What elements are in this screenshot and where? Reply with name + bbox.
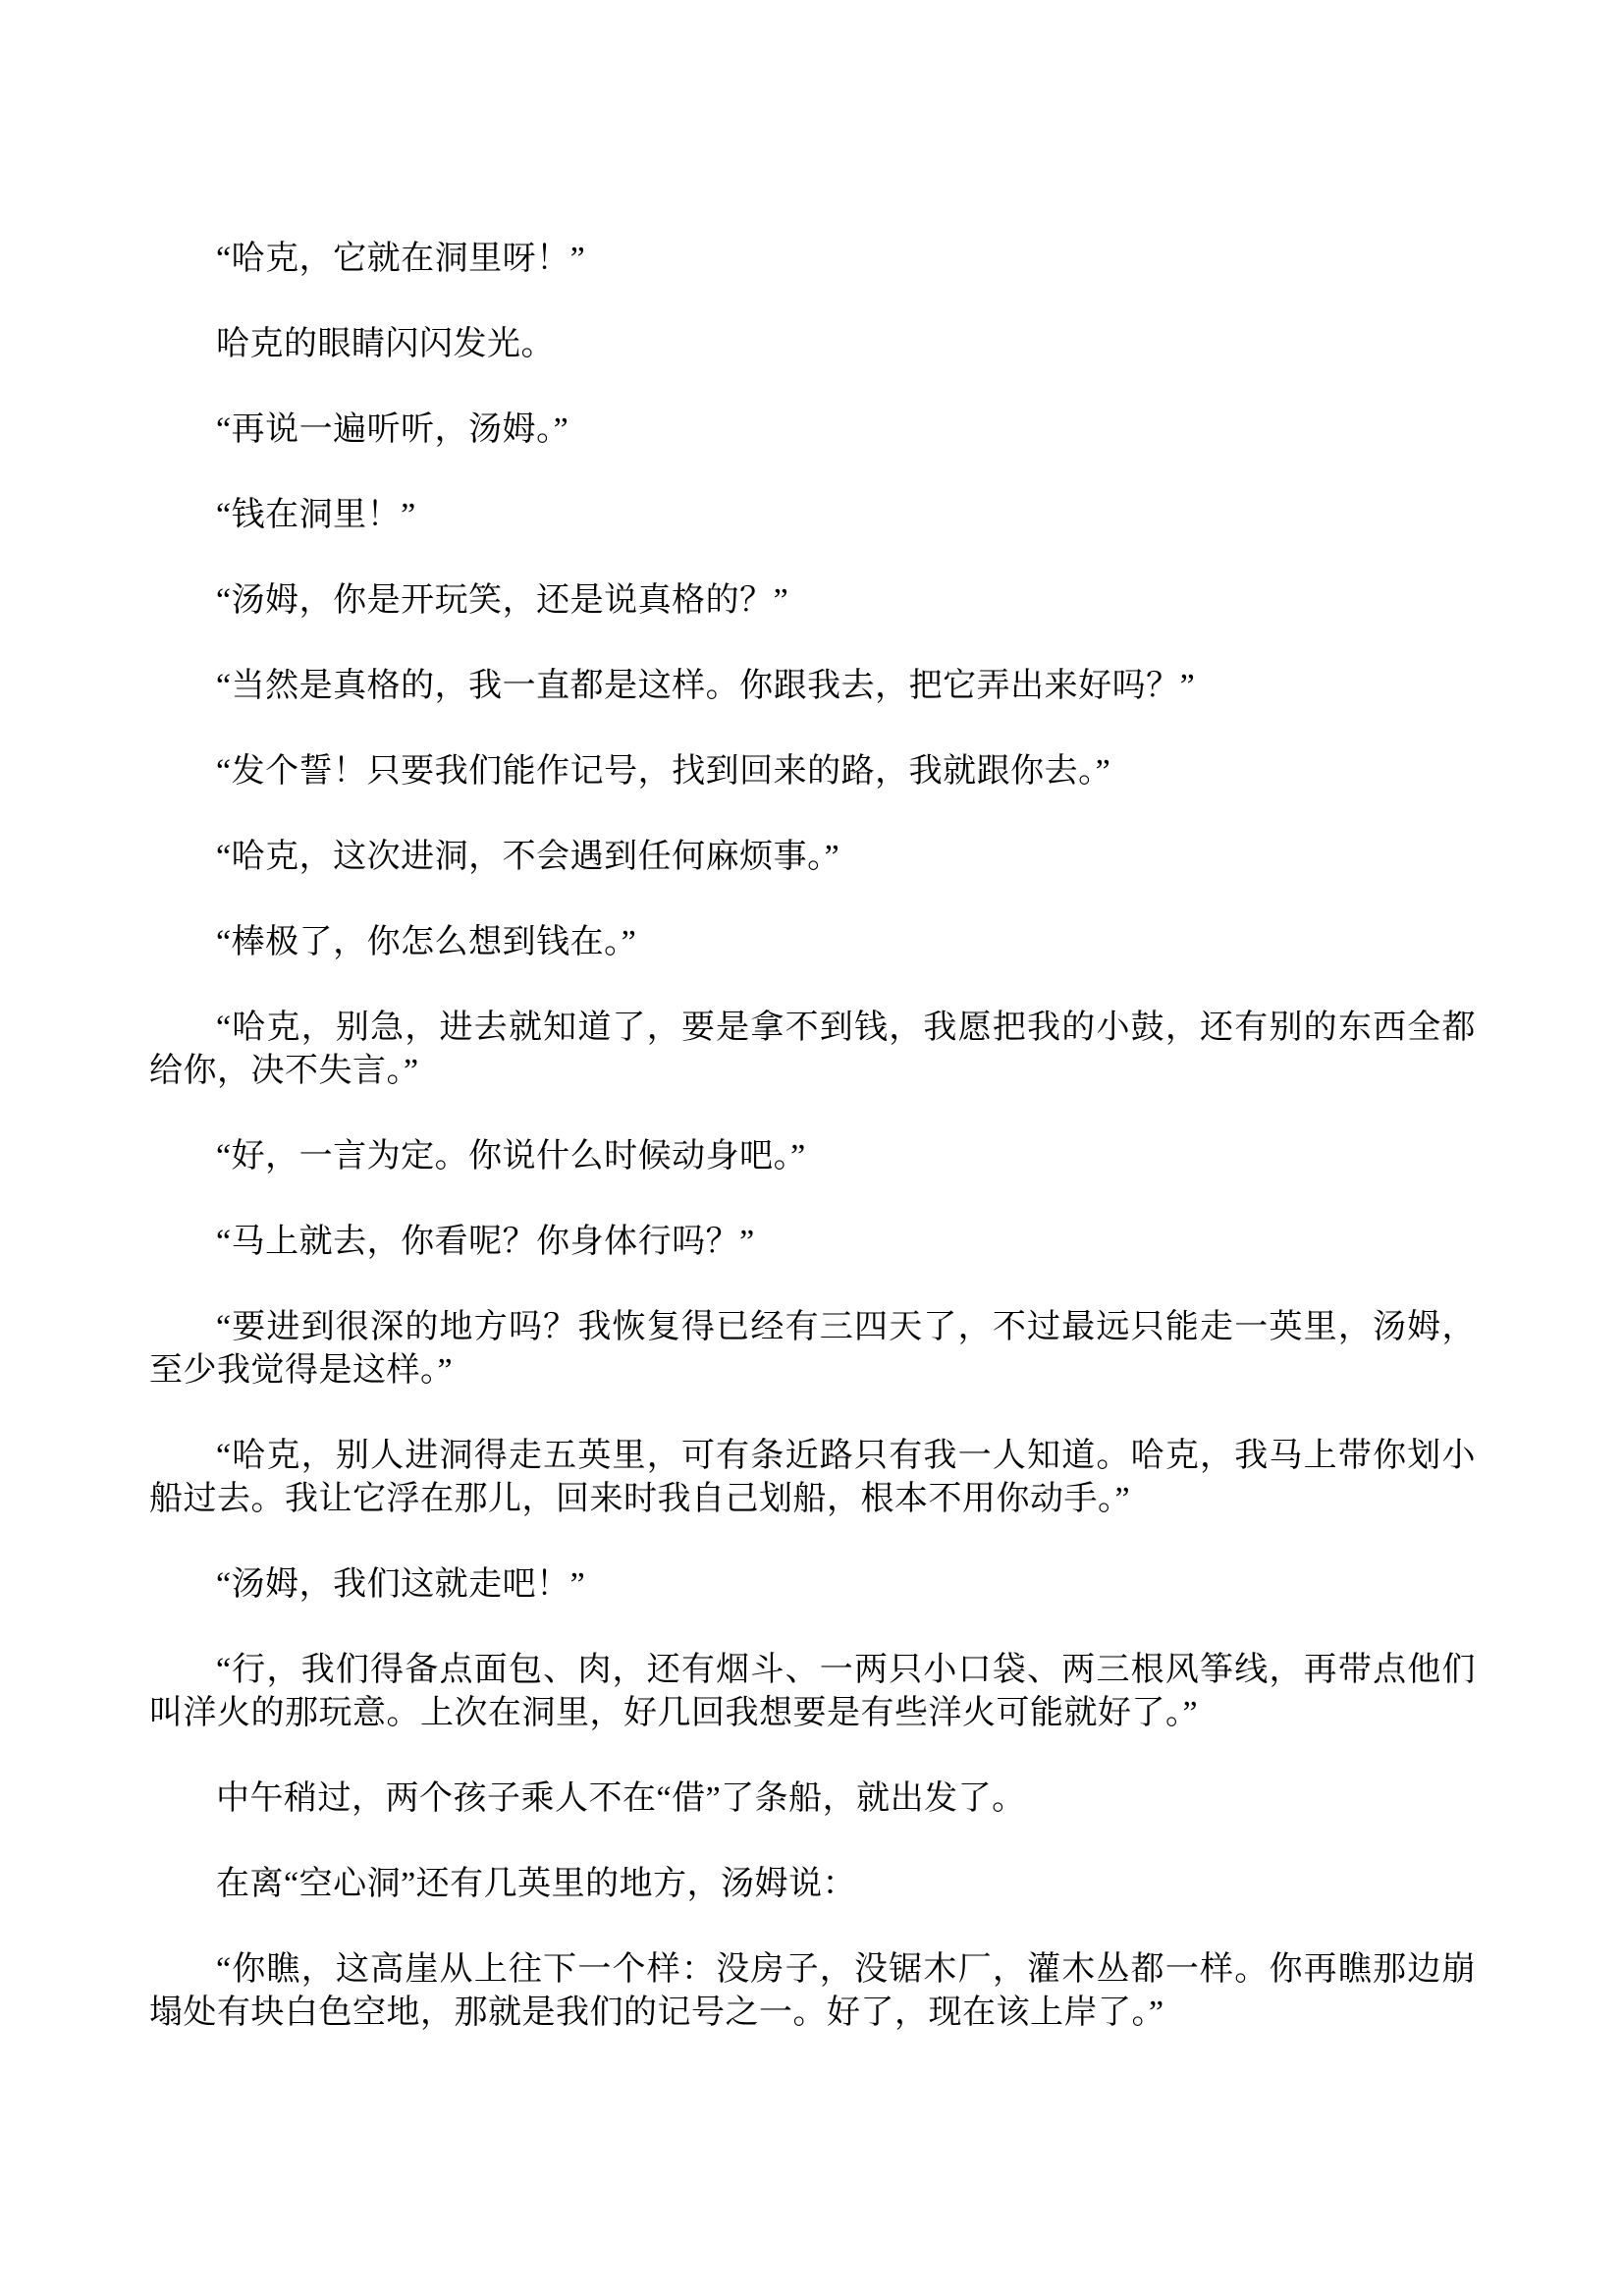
- paragraph: “钱在洞里！”: [216, 497, 416, 533]
- paragraph: “你瞧，这高崖从上往下一个样：没房子，没锯木厂，灌木丛都一样。你再瞧那边崩塌处有块白色空地，那就是我们的记号之一。好了，现在该上岸了。”: [149, 1951, 1476, 2031]
- page-content: [149, 238, 1476, 2035]
- paragraph: 在离“空心洞”还有几英里的地方，汤姆说：: [216, 1866, 857, 1902]
- paragraph: “要进到很深的地方吗？我恢复得已经有三四天了，不过最远只能走一英里，汤姆，至少我觉得是这样。”: [149, 1309, 1476, 1389]
- paragraph: 哈克的眼睛闪闪发光。: [216, 326, 555, 362]
- paragraph: “再说一遍听听，汤姆。”: [216, 411, 569, 448]
- paragraph: “棒极了，你怎么想到钱在。”: [216, 924, 637, 960]
- paragraph: “哈克，这次进洞，不会遇到任何麻烦事。”: [216, 839, 840, 875]
- paragraph: “马上就去，你看呢？你身体行吗？”: [216, 1224, 755, 1260]
- paragraph: “发个誓！只要我们能作记号，找到回来的路，我就跟你去。”: [216, 753, 1111, 790]
- paragraph: “汤姆，我们这就走吧！”: [216, 1566, 586, 1603]
- paragraph: “好，一言为定。你说什么时候动身吧。”: [216, 1138, 806, 1175]
- paragraph: 中午稍过，两个孩子乘人不在“借”了条船，就出发了。: [216, 1780, 1026, 1817]
- paragraph: “行，我们得备点面包、肉，还有烟斗、一两只小口袋、两三根风筝线，再带点他们叫洋火的那玩意。上次在洞里，好几回我想要是有些洋火可能就好了。”: [149, 1652, 1476, 1731]
- paragraph: “汤姆，你是开玩笑，还是说真格的？”: [216, 582, 789, 619]
- paragraph: “哈克，它就在洞里呀！”: [216, 241, 586, 277]
- paragraph: “哈克，别急，进去就知道了，要是拿不到钱，我愿把我的小鼓，还有别的东西全都给你，决不失言。”: [149, 1010, 1476, 1089]
- paragraph: “当然是真格的，我一直都是这样。你跟我去，把它弄出来好吗？”: [216, 668, 1196, 704]
- paragraph: “哈克，别人进洞得走五英里，可有条近路只有我一人知道。哈克，我马上带你划小船过去。我让它浮在那儿，回来时我自己划船，根本不用你动手。”: [149, 1438, 1476, 1517]
